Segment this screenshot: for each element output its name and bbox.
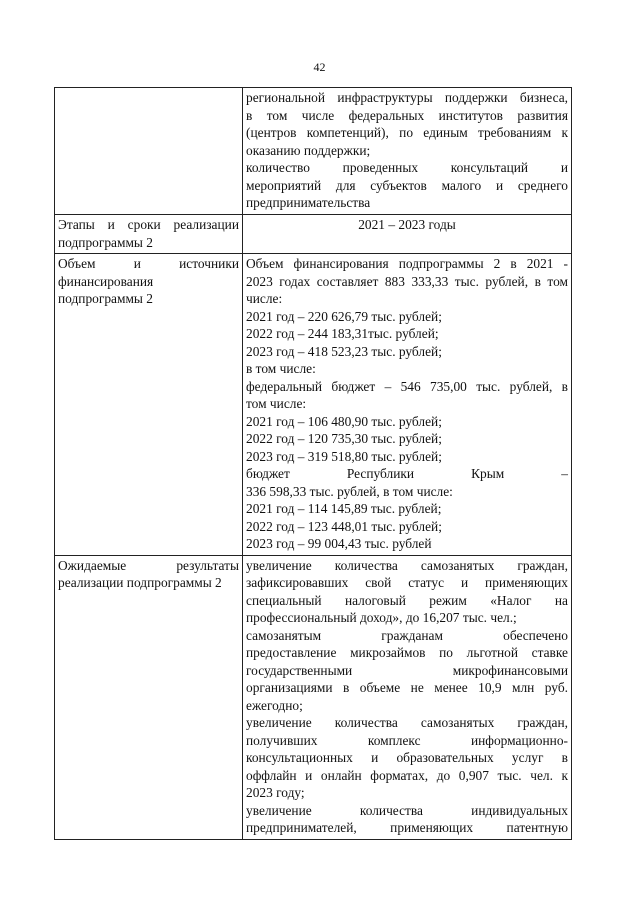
- cell-funding-label: [55, 254, 243, 556]
- cell-stages-label: [55, 215, 243, 254]
- text-line: 2023 год – 418 523,23 тыс. рублей;: [246, 343, 442, 359]
- text-line: увеличение количества самозанятых граждан,: [246, 715, 568, 730]
- table-row-results: [55, 555, 572, 839]
- text-line: предпринимателей, применяющих патентную: [246, 820, 568, 835]
- text-line: 2021 год – 114 145,89 тыс. рублей;: [246, 501, 442, 516]
- text-line: числе:: [246, 291, 283, 306]
- cell-left-empty: [55, 88, 243, 215]
- subprogram-passport-table: [54, 87, 572, 840]
- text-line: 2021 год – 220 626,79 тыс. рублей;: [246, 308, 442, 324]
- text-line: в том числе федеральных институтов развития: [246, 107, 568, 123]
- page-number: 42: [313, 60, 326, 74]
- text-line: 2023 году;: [246, 785, 305, 800]
- text-line: 2023 год – 99 004,43 тыс. рублей: [246, 536, 432, 551]
- text-line: Объем и источники: [58, 256, 239, 271]
- text-line: финансирования: [58, 273, 154, 289]
- text-line: самозанятым гражданам обеспечено: [246, 627, 568, 643]
- cell-funding-text: [243, 254, 572, 556]
- text-line: подпрограммы 2: [58, 291, 153, 306]
- text-line: получивших комплекс информационно-: [246, 732, 568, 748]
- text-line: федеральный бюджет – 546 735,00 тыс. рублей, в: [246, 378, 568, 394]
- text-line: 336 598,33 тыс. рублей, в том числе:: [246, 483, 453, 499]
- text-line: оказанию поддержки;: [246, 142, 371, 158]
- text-line: зафиксировавших свой статус и применяющих: [246, 575, 568, 590]
- text-line: государственными микрофинансовыми: [246, 662, 568, 678]
- text-line: (центров компетенций), по единым требованиям к: [246, 125, 568, 140]
- text-line: 2023 год – 319 518,80 тыс. рублей;: [246, 448, 442, 464]
- text-line: в том числе:: [246, 361, 316, 376]
- text-line: ежегодно;: [246, 697, 303, 713]
- text-line: подпрограммы 2: [58, 234, 153, 250]
- text-line: предпринимательства: [246, 195, 371, 210]
- cell-stages-value: [243, 215, 572, 254]
- text-line: предоставление микрозаймов по льготной ставке: [246, 645, 568, 660]
- text-line: количество проведенных консультаций и: [246, 160, 568, 175]
- text-line: реализации подпрограммы 2: [58, 575, 222, 590]
- text-line: профессиональный доход», до 16,207 тыс. чел.;: [246, 610, 517, 625]
- text-line: Ожидаемые результаты: [58, 557, 239, 573]
- text-line: 2021 год – 106 480,90 тыс. рублей;: [246, 413, 442, 429]
- text-line: организациями в объеме не менее 10,9 млн руб.: [246, 680, 568, 695]
- cell-results-text: [243, 555, 572, 839]
- text-line: бюджет Республики Крым –: [246, 466, 568, 481]
- text-line: консультационных и образовательных услуг в: [246, 750, 568, 765]
- text-line: 2023 годах составляет 883 333,33 тыс. рублей, в том: [246, 273, 568, 289]
- text-line: Этапы и сроки реализации: [58, 217, 239, 232]
- table-row-indicators: [55, 88, 572, 215]
- text-line: специальный налоговый режим «Налог на: [246, 592, 568, 608]
- text-line: том числе:: [246, 396, 307, 411]
- text-line: Объем финансирования подпрограммы 2 в 2021 -: [246, 256, 568, 271]
- table-row-funding: [55, 254, 572, 556]
- text-line: 2022 год – 123 448,01 тыс. рублей;: [246, 518, 442, 534]
- text-line: мероприятий для субъектов малого и среднего: [246, 177, 568, 193]
- text-line: 2021 – 2023 годы: [358, 217, 456, 232]
- table-row-stages: [55, 215, 572, 254]
- text-line: региональной инфраструктуры поддержки бизнеса,: [246, 90, 568, 105]
- cell-indicators-text: [243, 88, 572, 215]
- text-line: увеличение количества индивидуальных: [246, 802, 568, 818]
- text-line: увеличение количества самозанятых граждан,: [246, 557, 568, 573]
- text-line: 2022 год – 120 735,30 тыс. рублей;: [246, 431, 442, 446]
- text-line: оффлайн и онлайн форматах, до 0,907 тыс. чел. к: [246, 767, 568, 783]
- text-line: 2022 год – 244 183,31тыс. рублей;: [246, 326, 439, 341]
- cell-results-label: [55, 555, 243, 839]
